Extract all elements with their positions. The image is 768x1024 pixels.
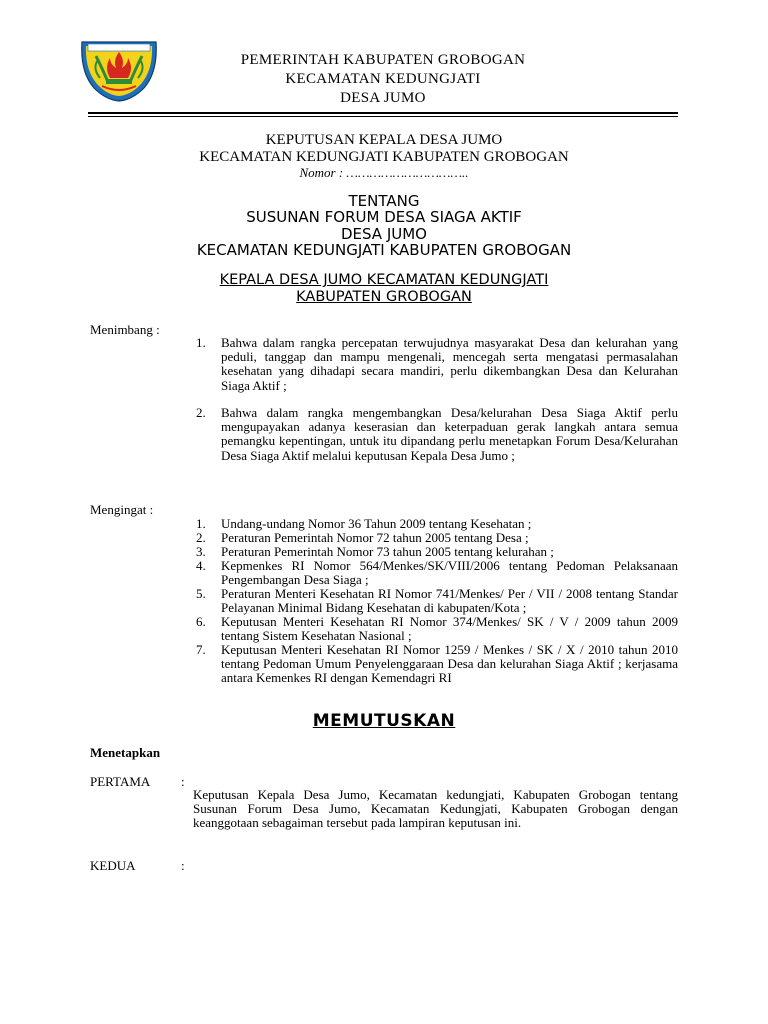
item-text: Kepmenkes RI Nomor 564/Menkes/SK/VIII/2006 tentang Pedoman Pelaksanaan Pengembangan Desa Siaga ; — [221, 558, 678, 588]
kepala-heading-line2: KABUPATEN GROBOGAN — [296, 289, 472, 305]
header-district: KECAMATAN KEDUNGJATI — [285, 71, 481, 87]
item-text: Undang-undang Nomor 36 Tahun 2009 tentang Kesehatan ; — [221, 516, 532, 531]
item-number: 3. — [196, 544, 206, 559]
memutuskan-heading: MEMUTUSKAN — [312, 711, 456, 731]
tentang-subject: SUSUNAN FORUM DESA SIAGA AKTIF — [246, 208, 522, 226]
kedua-colon: : — [181, 858, 185, 873]
header-divider — [88, 112, 678, 117]
tentang-village: DESA JUMO — [340, 225, 427, 243]
item-number: 5. — [196, 586, 206, 601]
decree-title: KEPUTUSAN KEPALA DESA JUMO — [265, 132, 503, 148]
menimbang-label: Menimbang : — [90, 322, 160, 337]
pertama-colon: : — [181, 774, 185, 789]
menimbang-item — [196, 406, 678, 463]
item-number: 4. — [196, 558, 206, 573]
mengingat-item — [196, 559, 678, 587]
menimbang-item — [196, 336, 678, 393]
tentang-district: KECAMATAN KEDUNGJATI KABUPATEN GROBOGAN — [196, 241, 572, 259]
tentang-heading: TENTANG — [348, 192, 420, 210]
decree-subtitle: KECAMATAN KEDUNGJATI KABUPATEN GROBOGAN — [199, 149, 569, 165]
header-government: PEMERINTAH KABUPATEN GROBOGAN — [240, 52, 526, 68]
decree-number: Nomor : ………………………….. — [299, 165, 469, 180]
mengingat-item — [196, 615, 678, 643]
menetapkan-label: Menetapkan — [90, 745, 161, 760]
item-number: 1. — [196, 516, 206, 531]
item-text: Peraturan Pemerintah Nomor 72 tahun 2005 tentang Desa ; — [221, 530, 529, 545]
kedua-label: KEDUA — [90, 858, 136, 873]
item-text: Peraturan Menteri Kesehatan RI Nomor 741/Menkes/ Per / VII / 2008 tentang Standar Pelayanan Minimal Bidang Kesehatan di kabupaten/Kota ; — [221, 586, 678, 616]
item-text: Keputusan Menteri Kesehatan RI Nomor 1259 / Menkes / SK / X / 2010 tahun 2010 tentang Pedoman Umum Penyelenggaraan Desa dan kelurahan Siaga Aktif ; kerjasama antara Kemenkes RI dengan Kemendagri RI — [221, 642, 678, 686]
item-number: 7. — [196, 642, 206, 657]
item-text: Peraturan Pemerintah Nomor 73 tahun 2005 tentang kelurahan ; — [221, 544, 554, 559]
kepala-heading: KEPALA DESA JUMO KECAMATAN KEDUNGJATI — [219, 272, 549, 288]
item-number: 1. — [196, 335, 206, 350]
mengingat-item — [196, 643, 678, 686]
kabupaten-grobogan-emblem-icon — [78, 38, 160, 102]
pertama-label: PERTAMA — [90, 774, 151, 789]
item-number: 6. — [196, 614, 206, 629]
item-number: 2. — [196, 405, 206, 420]
item-text: Keputusan Menteri Kesehatan RI Nomor 374/Menkes/ SK / V / 2009 tahun 2009 tentang Sistem Kesehatan Nasional ; — [221, 614, 678, 644]
mengingat-label: Mengingat : — [90, 502, 154, 517]
item-text: Bahwa dalam rangka percepatan terwujudnya masyarakat Desa dan kelurahan yang peduli, tanggap dan mampu mengenali, mencegah serta mengatasi permasalahan kesehatan yang dihadapi secara mandiri, perlu dikembangkan Desa dan Kelurahan Siaga Aktif ; — [221, 335, 678, 393]
pertama-text: Keputusan Kepala Desa Jumo, Kecamatan kedungjati, Kabupaten Grobogan tentang Susunan Forum Desa Jumo, Kecamatan Kedungjati, Kabupaten Grobogan dengan keanggotaan sebagaiman tersebut pada lampiran keputusan ini. — [193, 787, 678, 831]
header-village: DESA JUMO — [340, 90, 426, 106]
item-number: 2. — [196, 530, 206, 545]
mengingat-item — [196, 587, 678, 615]
item-text: Bahwa dalam rangka mengembangkan Desa/kelurahan Desa Siaga Aktif perlu mengupayakan adanya keserasian dan keterpaduan gerak langkah antara semua pemangku kepentingan, untuk itu dipandang perlu menetapkan Forum Desa/Kelurahan Desa Siaga Aktif melalui keputusan Kepala Desa Jumo ; — [221, 405, 678, 463]
